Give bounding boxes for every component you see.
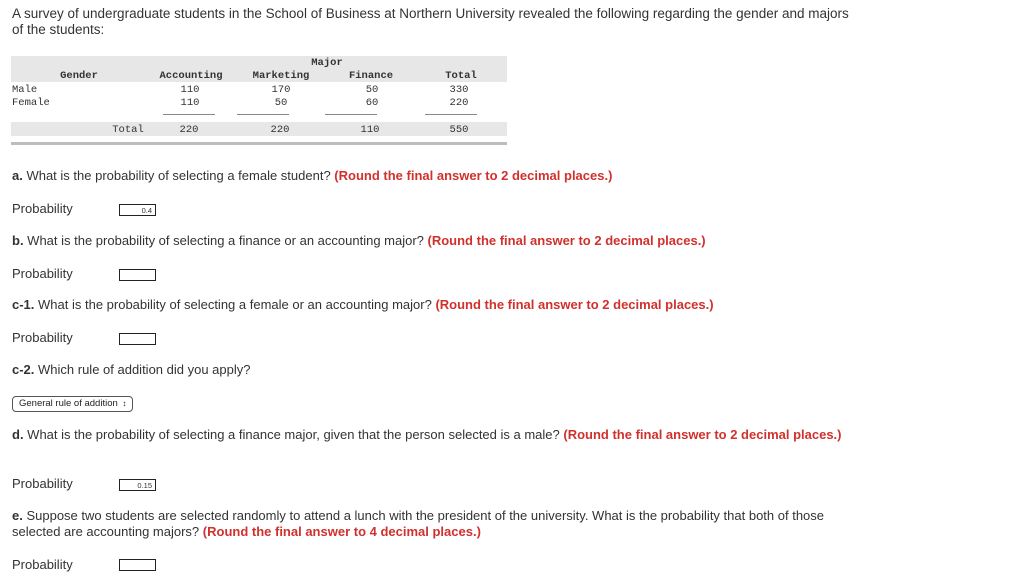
row-label-male: Male (12, 84, 38, 96)
table-cell: 60 (365, 97, 379, 109)
header-total: Total (445, 70, 477, 82)
table-cell: 50 (365, 84, 379, 96)
probability-label-b: Probability (12, 266, 73, 281)
probability-label-a: Probability (12, 201, 73, 216)
addition-rule-select[interactable] (12, 396, 133, 412)
table-cell: 170 (271, 84, 291, 96)
table-bottom-rule (11, 142, 507, 145)
probability-label-c1: Probability (12, 330, 73, 345)
question-c1: c-1. What is the probability of selecting a female or an accounting major? (Round the final answer to 2 decimal places.) (12, 297, 714, 312)
major-group-header: Major (311, 57, 343, 69)
table-cell: 220 (449, 97, 469, 109)
rounding-note: (Round the final answer to 2 decimal places.) (563, 427, 842, 442)
rounding-note: (Round the final answer to 2 decimal places.) (427, 233, 706, 248)
header-marketing: Marketing (252, 70, 310, 82)
updown-arrows-icon: ↕ (122, 399, 127, 408)
header-finance: Finance (348, 70, 394, 82)
rounding-note: (Round the final answer to 4 decimal places.) (202, 524, 481, 539)
table-cell: 110 (180, 97, 200, 109)
answer-input-e[interactable] (119, 559, 156, 571)
question-b: b. What is the probability of selecting a finance or an accounting major? (Round the final answer to 2 decimal places.) (12, 233, 706, 248)
contingency-table (11, 56, 507, 146)
sum-underline (325, 114, 377, 115)
table-cell: 330 (449, 84, 469, 96)
rounding-note: (Round the final answer to 2 decimal places.) (334, 168, 613, 183)
table-cell: 220 (270, 124, 290, 136)
answer-input-a[interactable]: 0.4 (119, 204, 156, 216)
probability-label-e: Probability (12, 557, 73, 572)
row-label-female: Female (12, 97, 50, 109)
question-c2: c-2. Which rule of addition did you apply? (12, 362, 251, 377)
problem-intro: A survey of undergraduate students in the School of Business at Northern University revealed the following regarding the gender and majors of the students: (12, 6, 849, 37)
answer-input-d[interactable]: 0.15 (119, 479, 156, 491)
table-cell: 110 (360, 124, 380, 136)
sum-underline (163, 114, 215, 115)
sum-underline (425, 114, 477, 115)
table-cell: 550 (449, 124, 469, 136)
row-label-total: Total (112, 124, 144, 136)
table-cell: 220 (179, 124, 199, 136)
question-e: e. Suppose two students are selected randomly to attend a lunch with the president of the university. What is the probability that both of those selected are accounting majors? (Round the final answer to 4 decimal places.) (12, 508, 825, 539)
answer-input-c1[interactable] (119, 333, 156, 345)
question-a: a. What is the probability of selecting a female student? (Round the final answer to 2 decimal places.) (12, 168, 613, 183)
header-gender: Gender (60, 70, 98, 82)
table-cell: 110 (180, 84, 200, 96)
answer-input-b[interactable] (119, 269, 156, 281)
rounding-note: (Round the final answer to 2 decimal places.) (435, 297, 714, 312)
probability-label-d: Probability (12, 476, 73, 491)
sum-underline (237, 114, 289, 115)
table-total-band (11, 122, 507, 136)
header-accounting: Accounting (159, 70, 223, 82)
table-cell: 50 (274, 97, 288, 109)
select-value: General rule of addition (19, 398, 118, 409)
question-d: d. What is the probability of selecting a finance major, given that the person selected is a male? (Round the final answer to 2 decimal places.) (12, 427, 842, 442)
